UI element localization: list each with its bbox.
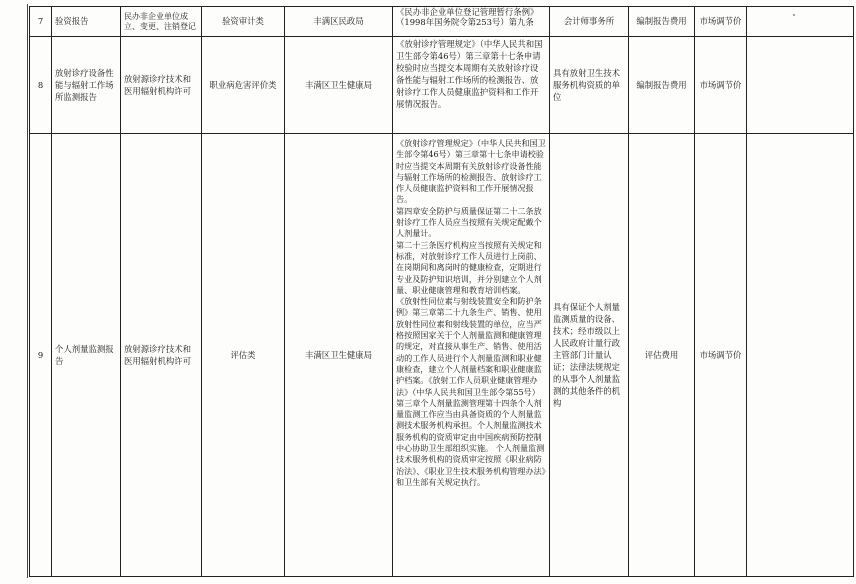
remarks-cell xyxy=(747,37,854,134)
approval-matter: 放射源诊疗技术和医用辐射机构许可 xyxy=(121,134,202,577)
remarks-cell xyxy=(747,134,854,577)
row-number: 7 xyxy=(30,7,52,37)
service-item: 验资报告 xyxy=(52,7,121,37)
legal-basis: 《民办非企业单位登记管理暂行条例》（1998年国务院令第253号）第九条 xyxy=(393,7,550,37)
row-number: 8 xyxy=(30,37,52,134)
fee-name: 编制报告费用 xyxy=(629,37,695,134)
legal-basis: 《放射诊疗管理规定》（中华人民共和国卫生部令第46号）第三章第十七条申请校验时应当提交本周期有关放射诊疗设备性能与辐射工作场所的检测报告、放射诊疗工作人员健康监护资料和工作开展情况报告。 第四章安全防护与质量保证第二十二条放射诊疗工作人员应当按照有关规定配戴个人剂量计。 第二十三条医疗机构应当按照有关规定和标准，对放射诊疗工作人员进行上岗前、在岗期间和离岗时的健康检查，定期进行专业及防护知识培训，并分别建立个人剂量、职业健康管理和教育培训档案。 《放射性同位素与射线装置安全和防护条例》第三章第二十九条生产、销售、使用放射性同位素和射线装置的单位，应当严格按照国家关于个人剂量监测和健康管理的规定，对直接从事生产、销售、使用活动的工作人员进行个人剂量监测和职业健康检查，建立个人剂量档案和职业健康监护档案。《放射工作人员职业健康管理办法》（中华人民共和国卫生部令第55号）第三章个人剂量监测管理第十四条个人剂量监测工作应当由具备资质的个人剂量监测技术服务机构承担。个人剂量监测技术服务机构的资质审定由中国疾病预防控制中心协助卫生部组织实施。 个人剂量监测技术服务机构的资质审定按照《职业病防治法》、《职业卫生技术服务机构管理办法》和卫生部有关规定执行。 xyxy=(393,134,550,577)
approval-matter: 放射源诊疗技术和医用辐射机构许可 xyxy=(121,37,202,134)
page-margin-rule xyxy=(27,4,28,578)
fee-name: 编制报告费用 xyxy=(629,7,695,37)
service-category: 评估类 xyxy=(202,134,285,577)
department: 丰满区卫生健康局 xyxy=(285,37,393,134)
approval-matter: 民办非企业单位成立、变更、注销登记 xyxy=(121,7,202,37)
row-number: 9 xyxy=(30,134,52,577)
table-row xyxy=(30,134,854,577)
service-provider: 具有保证个人剂量监测质量的设备、技术；经市级以上人民政府计量行政主管部门计量认证；法律法规规定的从事个人剂量监测的其他条件的机构 xyxy=(550,134,629,577)
service-category: 职业病危害评价类 xyxy=(202,37,285,134)
fee-name: 评估费用 xyxy=(629,134,695,577)
department: 丰满区民政局 xyxy=(285,7,393,37)
service-provider: 会计师事务所 xyxy=(550,7,629,37)
fee-items-table xyxy=(29,6,854,577)
service-item: 个人剂量监测报告 xyxy=(52,134,121,577)
pricing-method: 市场调节价 xyxy=(695,37,747,134)
legal-basis: 《放射诊疗管理规定》（中华人民共和国卫生部令第46号）第三章第十七条申请校验时应当提交本周期有关放射诊疗设备性能与辐射工作场所的检测报告、放射诊疗工作人员健康监护资料和工作开展情况报告。 xyxy=(393,37,550,134)
service-provider: 具有放射卫生技术服务机构资质的单位 xyxy=(550,37,629,134)
table-row xyxy=(30,37,854,134)
remarks-cell xyxy=(747,7,854,37)
pricing-method: 市场调节价 xyxy=(695,7,747,37)
service-category: 验资审计类 xyxy=(202,7,285,37)
service-item: 放射诊疗设备性能与辐射工作场所监测报告 xyxy=(52,37,121,134)
pricing-method: 市场调节价 xyxy=(695,134,747,577)
department: 丰满区卫生健康局 xyxy=(285,134,393,577)
table-row xyxy=(30,7,854,37)
